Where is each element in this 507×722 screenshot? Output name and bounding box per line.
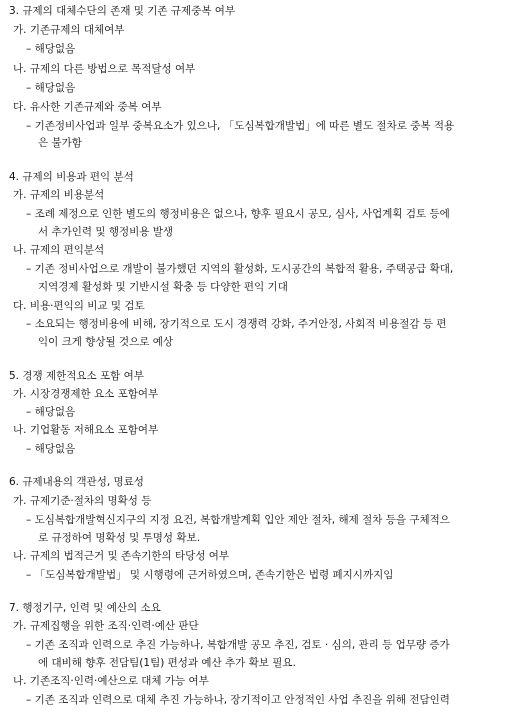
subsection-3-b: 나. 규제의 다른 방법으로 목적달성 여부 — [13, 63, 196, 75]
subsection-3-a: 가. 기존규제의 대체여부 — [13, 24, 125, 36]
subsection-3-c: 다. 유사한 기존규제와 중복 여부 — [13, 101, 162, 113]
item-4-c-1: – 소요되는 행정비용에 비해, 장기적으로 도시 경쟁력 강화, 주거안정, 사회적 비용절감 등 편 — [26, 318, 447, 330]
item-6-b-1: – 「도심복합개발법」 및 시행령에 근거하였으며, 존속기한은 법령 폐지시까지임 — [26, 569, 394, 581]
item-5-b-1: – 해당없음 — [26, 443, 76, 455]
subsection-4-c: 다. 비용·편익의 비교 및 검토 — [13, 300, 145, 312]
item-6-a-1: – 도심복합개발혁신지구의 지정 요건, 복합개발계획 입안 제안 절차, 해제 절차 등을 구체적으 — [26, 514, 450, 526]
subsection-7-b: 나. 기존조직·인력·예산으로 대체 가능 여부 — [13, 675, 209, 687]
item-3-c-1-cont: 은 불가함 — [38, 137, 82, 149]
item-6-a-1-cont: 로 규정하여 명확성 및 투명성 확보. — [38, 532, 201, 544]
section-3-heading: 3. 규제의 대체수단의 존재 및 기존 규제중복 여부 — [9, 5, 236, 17]
item-7-a-1: – 기존 조직과 인력으로 추진 가능하나, 복합개발 공모 추진, 검토 · 심의, 관리 등 업무량 증가 — [26, 639, 450, 651]
item-3-c-1: – 기존정비사업과 일부 중복요소가 있으나, 「도심복합개발법」에 따른 별도 절차로 중복 적용 — [26, 120, 455, 132]
section-6-heading: 6. 규제내용의 객관성, 명료성 — [9, 476, 144, 488]
subsection-6-b: 나. 규제의 법적근거 및 존속기한의 타당성 여부 — [13, 550, 230, 562]
subsection-5-b: 나. 기업활동 저해요소 포함여부 — [13, 424, 159, 436]
subsection-7-a: 가. 규제집행을 위한 조직·인력·예산 판단 — [13, 620, 199, 632]
section-7-heading: 7. 행정기구, 인력 및 예산의 소요 — [9, 602, 161, 614]
item-7-a-1-cont: 에 대비해 향후 전담팀(1팀) 편성과 예산 추가 확보 필요. — [38, 657, 296, 669]
section-4-heading: 4. 규제의 비용과 편익 분석 — [9, 171, 134, 183]
item-3-a-1: – 해당없음 — [26, 43, 76, 55]
item-4-a-1: – 조례 제정으로 인한 별도의 행정비용은 없으나, 향후 필요시 공모, 심사, 사업계획 검토 등에 — [26, 208, 450, 220]
subsection-4-b: 나. 규제의 편익분석 — [13, 244, 105, 256]
section-5-heading: 5. 경쟁 제한적요소 포함 여부 — [9, 370, 144, 382]
item-4-b-1-cont: 지역경제 활성화 및 기반시설 확충 등 다양한 편익 기대 — [38, 281, 288, 293]
subsection-5-a: 가. 시장경쟁제한 요소 포함여부 — [13, 388, 159, 400]
item-5-a-1: – 해당없음 — [26, 406, 76, 418]
subsection-6-a: 가. 규제기준·절차의 명확성 등 — [13, 495, 152, 507]
item-4-b-1: – 기존 정비사업으로 개발이 불가했던 지역의 활성화, 도시공간의 복합적 활용, 주택공급 확대, — [26, 263, 454, 275]
item-3-b-1: – 해당없음 — [26, 82, 76, 94]
item-7-b-1: – 기존 조직과 인력으로 대체 추진 가능하나, 장기적이고 안정적인 사업 추진을 위해 전담인력 — [26, 694, 450, 706]
item-4-c-1-cont: 익이 크게 향상될 것으로 예상 — [38, 336, 174, 348]
item-4-a-1-cont: 서 추가인력 및 행정비용 발생 — [38, 226, 174, 238]
subsection-4-a: 가. 규제의 비용분석 — [13, 189, 105, 201]
